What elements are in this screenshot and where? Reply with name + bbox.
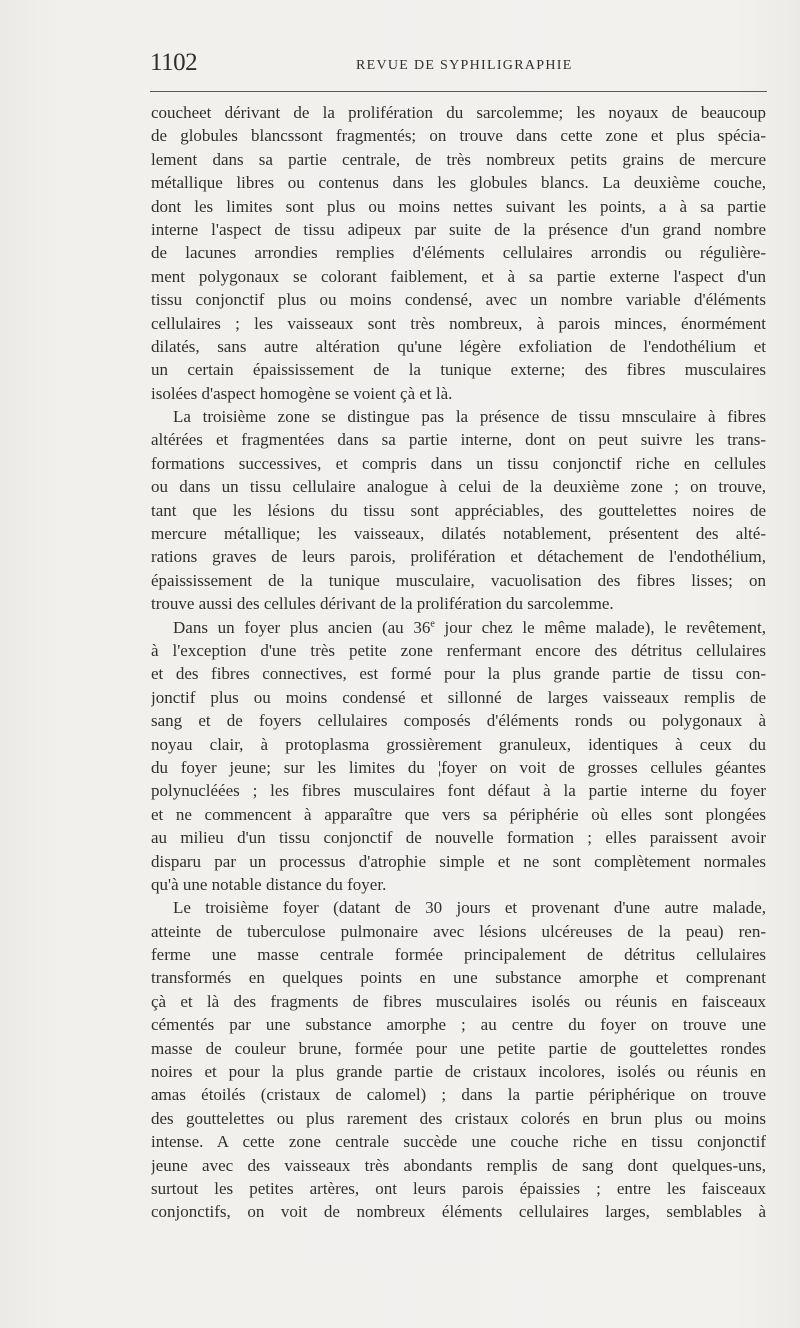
text-line: épaississement de la tunique musculaire, vacuolisation des fibres lisses; on bbox=[151, 570, 766, 590]
text-line: coucheet dérivant de la prolifération du sarcolemme; les noyaux de beaucoup bbox=[151, 103, 766, 122]
text-line: atteinte de tuberculose pulmonaire avec lésions ulcéreuses de la peau) ren- bbox=[151, 921, 766, 941]
text-line: ferme une masse centrale formée principalement de détritus cellulaires bbox=[151, 945, 766, 965]
text-line: disparu par un processus d'atrophie simple et ne sont complètement normales bbox=[151, 851, 766, 871]
text-line: au milieu d'un tissu conjonctif de nouvelle formation ; elles paraissent avoir bbox=[151, 828, 766, 848]
text-line: altérées et fragmentées dans sa partie interne, dont on peut suivre les trans- bbox=[151, 430, 766, 450]
text-line: jeune avec des vaisseaux très abondants remplis de sang dont quelques-uns, bbox=[151, 1155, 766, 1175]
text-line: dont les limites sont plus ou moins nettes suivant les points, a à sa partie bbox=[151, 196, 766, 216]
text-line: dilatés, sans autre altération qu'une légère exfoliation de l'endothélium et bbox=[151, 336, 766, 356]
text-line: tissu conjonctif plus ou moins condensé, avec un nombre variable d'éléments bbox=[151, 290, 766, 310]
text-fragment: jour chez le même malade), le revêtement, bbox=[434, 617, 766, 637]
text-line: cémentés par une substance amorphe ; au centre du foyer on trouve une bbox=[151, 1015, 766, 1035]
text-line: et des fibres connectives, est formé pour la plus grande partie de tissu con- bbox=[151, 664, 766, 684]
text-line: interne l'aspect de tissu adipeux par suite de la présence d'un grand nombre bbox=[151, 219, 766, 239]
text-fragment: Dans un foyer plus ancien (au 36 bbox=[173, 617, 431, 637]
text-line: de globules blancssont fragmentés; on trouve dans cette zone et plus spécia- bbox=[151, 126, 766, 146]
text-line: isolées d'aspect homogène se voient çà et là. bbox=[151, 383, 453, 403]
text-line: La troisième zone se distingue pas la présence de tissu mnsculaire à fibres bbox=[173, 407, 766, 427]
text-line: noires et pour la plus grande partie de cristaux incolores, isolés ou réunis en bbox=[151, 1062, 766, 1082]
superscript: e bbox=[430, 617, 435, 629]
text-line: un certain épaississement de la tunique externe; des fibres musculaires bbox=[151, 360, 766, 380]
text-line: lement dans sa partie centrale, de très nombreux petits grains de mercure bbox=[151, 149, 766, 169]
text-line: polynucléées ; les fibres musculaires font défaut à la partie interne du foyer bbox=[151, 781, 766, 801]
text-line: des gouttelettes ou plus rarement des cristaux colorés en brun plus ou moins bbox=[151, 1108, 766, 1128]
text-line: mercure métallique; les vaisseaux, dilatés notablement, présentent des alté- bbox=[151, 524, 766, 544]
text-line: du foyer jeune; sur les limites du ¦foyer on voit de grosses cellules géantes bbox=[151, 757, 766, 777]
text-line: masse de couleur brune, formée pour une petite partie de gouttelettes rondes bbox=[151, 1038, 766, 1058]
page-number: 1102 bbox=[150, 49, 198, 76]
text-line: tant que les lésions du tissu sont appréciables, des gouttelettes noires de bbox=[151, 500, 766, 520]
text-line: amas étoilés (cristaux de calomel) ; dans la partie périphérique on trouve bbox=[151, 1085, 766, 1105]
page-header bbox=[150, 49, 766, 81]
running-title: REVUE DE SYPHILIGRAPHIE bbox=[356, 58, 573, 73]
text-line: de lacunes arrondies remplies d'éléments cellulaires arrondis ou régulière- bbox=[151, 243, 766, 263]
text-line bbox=[151, 616, 766, 639]
text-line: sang et de foyers cellulaires composés d'éléments ronds ou polygonaux à bbox=[151, 711, 766, 731]
text-line: cellulaires ; les vaisseaux sont très nombreux, à parois minces, énormément bbox=[151, 313, 766, 333]
text-line: trouve aussi des cellules dérivant de la prolifération du sarcolemme. bbox=[151, 594, 614, 614]
text-line: qu'à une notable distance du foyer. bbox=[151, 874, 387, 894]
text-line: transformés en quelques points en une substance amorphe et comprenant bbox=[151, 968, 766, 988]
body-text bbox=[151, 101, 766, 1224]
text-line: ou dans un tissu cellulaire analogue à celui de la deuxième zone ; on trouve, bbox=[151, 477, 766, 497]
text-line: et ne commencent à apparaître que vers sa périphérie où elles sont plongées bbox=[151, 804, 766, 824]
text-line: jonctif plus ou moins condensé et sillonné de larges vaisseaux remplis de bbox=[151, 687, 766, 707]
text-line: rations graves de leurs parois, prolifération et détachement de l'endothélium, bbox=[151, 547, 766, 567]
text-line: à l'exception d'une très petite zone renfermant encore des détritus cellulaires bbox=[151, 640, 766, 660]
text-line: conjonctifs, on voit de nombreux éléments cellulaires larges, semblables à bbox=[151, 1202, 766, 1222]
text-line: formations successives, et compris dans un tissu conjonctif riche en cellules bbox=[151, 453, 766, 473]
text-line: ment polygonaux se colorant faiblement, et à sa partie externe l'aspect d'un bbox=[151, 266, 766, 286]
text-line: noyau clair, à protoplasma grossièrement granuleux, identiques à ceux du bbox=[151, 734, 766, 754]
header-rule bbox=[150, 91, 767, 92]
text-line: Le troisième foyer (datant de 30 jours et provenant d'une autre malade, bbox=[173, 898, 766, 918]
text-line: çà et là des fragments de fibres musculaires isolés ou réunis en faisceaux bbox=[151, 991, 766, 1011]
text-line: surtout les petites artères, ont leurs parois épaissies ; entre les faisceaux bbox=[151, 1178, 766, 1198]
text-line: intense. A cette zone centrale succède une couche riche en tissu conjonctif bbox=[151, 1132, 766, 1152]
text-line: métallique libres ou contenus dans les globules blancs. La deuxième couche, bbox=[151, 173, 766, 193]
